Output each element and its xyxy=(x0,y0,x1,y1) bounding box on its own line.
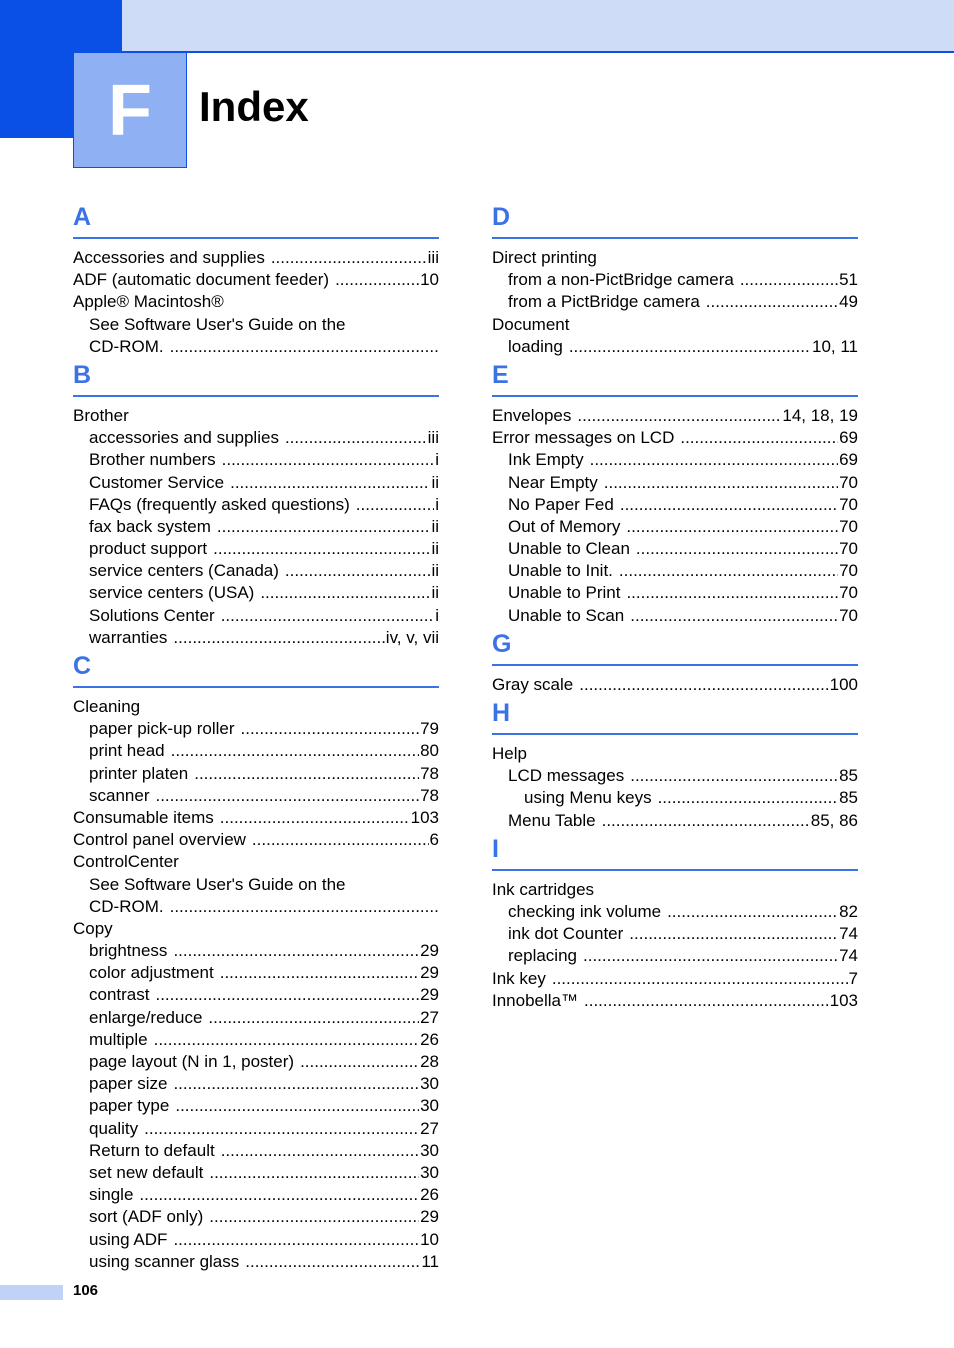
dot-leader xyxy=(213,538,430,560)
entry-page-ref: 79 xyxy=(420,719,439,739)
index-entry xyxy=(73,560,439,582)
entry-label: quality xyxy=(89,1118,139,1138)
entry-label: replacing xyxy=(508,946,577,966)
dot-leader xyxy=(170,896,439,918)
dot-leader xyxy=(209,1162,419,1184)
entry-page-ref: i xyxy=(435,605,439,625)
section-letter-a: A xyxy=(73,203,92,231)
entry-label: Help xyxy=(492,744,527,763)
index-entry xyxy=(73,1118,439,1140)
entry-label: enlarge/reduce xyxy=(89,1007,203,1027)
index-entry xyxy=(73,516,439,538)
index-entry xyxy=(73,1073,439,1095)
dot-leader xyxy=(619,560,838,582)
entry-page-ref: 27 xyxy=(420,1118,439,1138)
dot-leader xyxy=(626,582,838,604)
dot-leader xyxy=(194,763,419,785)
index-entry xyxy=(73,807,439,829)
index-entry xyxy=(492,516,858,538)
entry-page-ref: 78 xyxy=(420,763,439,783)
dot-leader xyxy=(220,962,419,984)
index-entry xyxy=(73,472,439,494)
entry-page-ref: 10 xyxy=(420,1229,439,1249)
entry-label: Ink Empty xyxy=(508,450,584,470)
dot-leader xyxy=(241,718,420,740)
entry-page-ref: ii xyxy=(431,561,439,581)
index-entry xyxy=(73,494,439,516)
index-entry xyxy=(73,314,439,336)
entry-label: paper pick-up roller xyxy=(89,719,235,739)
entry-page-ref: 29 xyxy=(420,941,439,961)
entry-label: brightness xyxy=(89,941,168,961)
section-letter-i: I xyxy=(492,834,499,863)
dot-leader xyxy=(602,810,810,832)
index-entry xyxy=(73,1229,439,1251)
entry-label: Ink key xyxy=(492,968,546,988)
index-entry xyxy=(492,314,858,336)
section-rule xyxy=(492,664,858,666)
dot-leader xyxy=(667,901,838,923)
entry-page-ref: 30 xyxy=(420,1096,439,1116)
index-entry xyxy=(492,494,858,516)
index-entry xyxy=(73,851,439,873)
entry-page-ref: i xyxy=(435,450,439,470)
entry-label: Out of Memory xyxy=(508,516,621,536)
entry-label: Cleaning xyxy=(73,697,141,716)
entry-page-ref: 14, 18, 19 xyxy=(782,405,858,425)
entry-page-ref: 30 xyxy=(420,1074,439,1094)
index-entry xyxy=(492,538,858,560)
entry-page-ref: 80 xyxy=(420,741,439,761)
index-entry xyxy=(492,427,858,449)
entry-label: Brother xyxy=(73,405,129,425)
index-entry xyxy=(492,405,858,427)
entry-label: CD-ROM. xyxy=(89,336,164,356)
entry-page-ref: ii xyxy=(431,472,439,492)
dot-leader xyxy=(680,427,838,449)
section-letter-d: D xyxy=(492,203,511,231)
entry-label: using scanner glass xyxy=(89,1251,240,1271)
index-entry xyxy=(492,582,858,604)
dot-leader xyxy=(285,427,427,449)
entry-label: See Software User's Guide on the xyxy=(89,314,346,334)
dot-leader xyxy=(636,538,838,560)
index-column-right xyxy=(492,200,858,1012)
entry-page-ref: iii xyxy=(427,248,439,267)
dot-leader xyxy=(706,291,838,313)
entry-page-ref: 27 xyxy=(420,1007,439,1027)
dot-leader xyxy=(221,1140,419,1162)
entry-label: Menu Table xyxy=(508,810,596,830)
index-entry xyxy=(73,247,439,269)
entry-label: Ink cartridges xyxy=(492,879,595,899)
entry-label: Apple® Macintosh® xyxy=(73,292,224,312)
index-entry xyxy=(73,582,439,604)
entry-page-ref: 70 xyxy=(839,494,858,514)
entry-label: accessories and supplies xyxy=(89,428,279,448)
dot-leader xyxy=(154,1029,419,1051)
dot-leader xyxy=(170,336,439,358)
entry-label: Unable to Scan xyxy=(508,605,625,625)
index-column-left xyxy=(73,200,439,1273)
index-entry xyxy=(73,696,439,718)
section-rule xyxy=(73,395,439,397)
entry-page-ref: ii xyxy=(431,583,439,603)
dot-leader xyxy=(221,605,435,627)
index-entry xyxy=(73,874,439,896)
index-entry xyxy=(492,810,858,832)
index-entry xyxy=(73,718,439,740)
dot-leader xyxy=(552,968,848,990)
index-entry xyxy=(73,605,439,627)
entry-label: No Paper Fed xyxy=(508,494,614,514)
dot-leader xyxy=(173,1229,419,1251)
entry-page-ref: 70 xyxy=(839,561,858,581)
dot-leader xyxy=(173,940,419,962)
dot-leader xyxy=(271,247,427,269)
dot-leader xyxy=(245,1251,420,1273)
dot-leader xyxy=(569,336,811,358)
dot-leader xyxy=(604,472,838,494)
dot-leader xyxy=(230,472,430,494)
entry-label: LCD messages xyxy=(508,766,625,786)
entry-page-ref: 7 xyxy=(848,968,858,988)
dot-leader xyxy=(144,1118,419,1140)
entry-page-ref: ii xyxy=(431,516,439,536)
index-entry xyxy=(73,427,439,449)
entry-page-ref: 103 xyxy=(829,990,858,1010)
index-entry xyxy=(492,674,858,696)
entry-page-ref: 70 xyxy=(839,516,858,536)
entry-page-ref: 26 xyxy=(420,1185,439,1205)
entry-label: sort (ADF only) xyxy=(89,1207,204,1227)
entry-page-ref: 26 xyxy=(420,1029,439,1049)
dot-leader xyxy=(220,807,410,829)
entry-label: Solutions Center xyxy=(89,605,215,625)
entry-label: loading xyxy=(508,336,563,356)
section-rule xyxy=(73,237,439,239)
index-entry xyxy=(73,1162,439,1184)
index-entry xyxy=(492,743,858,765)
entry-label: page layout (N in 1, poster) xyxy=(89,1052,295,1071)
section-letter-g: G xyxy=(492,629,512,658)
entry-label: product support xyxy=(89,539,208,559)
entry-label: printer platen xyxy=(89,763,189,783)
entry-label: CD-ROM. xyxy=(89,896,164,916)
entry-label: single xyxy=(89,1185,134,1205)
index-entry xyxy=(73,1251,439,1273)
entry-label: fax back system xyxy=(89,516,211,536)
index-entry xyxy=(73,918,439,940)
entry-label: Innobella™ xyxy=(492,990,579,1010)
entry-label: paper size xyxy=(89,1074,168,1094)
index-entry xyxy=(492,990,858,1012)
entry-label: Envelopes xyxy=(492,405,572,425)
dot-leader xyxy=(209,1206,419,1228)
index-entry xyxy=(492,449,858,471)
section-rule xyxy=(492,869,858,871)
index-entry xyxy=(492,945,858,967)
entry-label: Document xyxy=(492,314,570,334)
header-band xyxy=(122,0,954,52)
index-entry xyxy=(492,901,858,923)
entry-page-ref: 6 xyxy=(429,830,439,850)
entry-page-ref: 70 xyxy=(839,472,858,492)
entry-label: Near Empty xyxy=(508,472,598,492)
entry-page-ref: 30 xyxy=(420,1140,439,1160)
section-letter-e: E xyxy=(492,360,509,389)
entry-label: ink dot Counter xyxy=(508,924,624,944)
entry-page-ref: 70 xyxy=(839,583,858,603)
page-number: 106 xyxy=(73,1282,99,1299)
index-entry xyxy=(73,740,439,762)
index-entry xyxy=(73,1140,439,1162)
entry-label: Unable to Clean xyxy=(508,539,630,559)
entry-page-ref: 29 xyxy=(420,985,439,1005)
dot-leader xyxy=(155,984,419,1006)
section-letter-b: B xyxy=(73,360,92,389)
entry-page-ref: 28 xyxy=(420,1052,439,1071)
index-entry xyxy=(73,627,439,649)
index-entry xyxy=(492,968,858,990)
entry-label: FAQs (frequently asked questions) xyxy=(89,494,350,514)
entry-label: using Menu keys xyxy=(524,788,652,808)
index-entry xyxy=(73,1184,439,1206)
entry-label: print head xyxy=(89,741,165,761)
entry-page-ref: 29 xyxy=(420,1207,439,1227)
entry-page-ref: 10, 11 xyxy=(811,336,858,356)
entry-label: Return to default xyxy=(89,1140,215,1160)
dot-leader xyxy=(171,740,419,762)
entry-label: Error messages on LCD xyxy=(492,428,675,448)
index-entry xyxy=(73,291,439,313)
section-rule xyxy=(492,395,858,397)
dot-leader xyxy=(335,269,419,291)
index-entry xyxy=(73,1095,439,1117)
header-rule xyxy=(122,51,954,53)
entry-page-ref: iii xyxy=(427,428,439,448)
dot-leader xyxy=(139,1184,419,1206)
entry-label: paper type xyxy=(89,1096,170,1116)
entry-page-ref: 10 xyxy=(420,270,439,290)
entry-page-ref: 85 xyxy=(839,788,858,808)
index-entry xyxy=(73,449,439,471)
index-entry xyxy=(73,538,439,560)
section-rule xyxy=(492,237,858,239)
entry-label: service centers (USA) xyxy=(89,583,255,603)
dot-leader xyxy=(579,674,828,696)
entry-label: multiple xyxy=(89,1029,148,1049)
entry-label: Accessories and supplies xyxy=(73,248,265,267)
dot-leader xyxy=(300,1051,419,1073)
entry-label: color adjustment xyxy=(89,963,214,983)
entry-page-ref: 78 xyxy=(420,785,439,805)
entry-page-ref: 11 xyxy=(421,1251,439,1271)
dot-leader xyxy=(217,516,431,538)
dot-leader xyxy=(577,405,781,427)
entry-label: using ADF xyxy=(89,1229,168,1249)
index-entry xyxy=(492,879,858,901)
entry-page-ref: 74 xyxy=(839,946,858,966)
dot-leader xyxy=(629,923,838,945)
index-entry xyxy=(73,962,439,984)
index-entry xyxy=(73,405,439,427)
index-entry xyxy=(73,785,439,807)
footer-accent-bar xyxy=(0,1285,63,1300)
index-entry xyxy=(73,829,439,851)
index-entry xyxy=(73,1051,439,1073)
entry-page-ref: 85 xyxy=(839,766,858,786)
entry-label: Direct printing xyxy=(492,248,597,267)
entry-page-ref: i xyxy=(435,494,439,514)
index-entry xyxy=(73,336,439,358)
dot-leader xyxy=(155,785,419,807)
dot-leader xyxy=(356,494,434,516)
dot-leader xyxy=(173,627,384,649)
chapter-letter: F xyxy=(73,52,187,168)
dot-leader xyxy=(260,582,430,604)
entry-page-ref: ii xyxy=(431,539,439,559)
section-rule xyxy=(492,733,858,735)
entry-page-ref: 51 xyxy=(839,270,858,290)
index-entry xyxy=(73,940,439,962)
section-letter-c: C xyxy=(73,652,92,680)
entry-page-ref: 49 xyxy=(839,292,858,312)
entry-page-ref: 70 xyxy=(839,605,858,625)
dot-leader xyxy=(658,787,839,809)
entry-page-ref: 69 xyxy=(839,450,858,470)
index-entry xyxy=(492,765,858,787)
index-entry xyxy=(73,896,439,918)
section-rule xyxy=(73,686,439,688)
entry-page-ref: 100 xyxy=(829,674,858,694)
dot-leader xyxy=(590,449,838,471)
index-entry xyxy=(73,763,439,785)
entry-page-ref: 103 xyxy=(410,807,439,827)
dot-leader xyxy=(222,449,435,471)
index-entry xyxy=(73,1007,439,1029)
entry-label: Copy xyxy=(73,918,113,938)
entry-page-ref: 85, 86 xyxy=(810,810,858,830)
entry-label: from a PictBridge camera xyxy=(508,292,700,312)
dot-leader xyxy=(630,605,838,627)
entry-label: ControlCenter xyxy=(73,852,179,872)
index-entry xyxy=(492,605,858,627)
entry-label: checking ink volume xyxy=(508,901,662,921)
entry-page-ref: 29 xyxy=(420,963,439,983)
entry-label: Consumable items xyxy=(73,807,214,827)
dot-leader xyxy=(630,765,838,787)
index-entry xyxy=(492,291,858,313)
entry-page-ref: 74 xyxy=(839,924,858,944)
index-entry xyxy=(73,1206,439,1228)
index-entry xyxy=(492,269,858,291)
index-entry xyxy=(73,984,439,1006)
index-entry xyxy=(492,787,858,809)
dot-leader xyxy=(740,269,838,291)
dot-leader xyxy=(583,945,838,967)
index-entry xyxy=(73,1029,439,1051)
dot-leader xyxy=(252,829,429,851)
dot-leader xyxy=(626,516,838,538)
entry-page-ref: 70 xyxy=(839,539,858,559)
entry-label: See Software User's Guide on the xyxy=(89,874,346,894)
entry-page-ref: 30 xyxy=(420,1162,439,1182)
entry-label: scanner xyxy=(89,785,150,805)
index-entry xyxy=(492,336,858,358)
dot-leader xyxy=(584,990,829,1012)
dot-leader xyxy=(173,1073,419,1095)
entry-label: warranties xyxy=(89,627,168,647)
dot-leader xyxy=(175,1095,419,1117)
index-entry xyxy=(492,247,858,269)
entry-label: Unable to Print xyxy=(508,583,621,603)
index-entry xyxy=(492,923,858,945)
page-title: Index xyxy=(199,83,309,130)
entry-label: Unable to Init. xyxy=(508,561,613,581)
index-entry xyxy=(492,560,858,582)
entry-label: Brother numbers xyxy=(89,450,216,470)
entry-page-ref: iv, v, vii xyxy=(385,627,439,647)
entry-label: from a non-PictBridge camera xyxy=(508,270,734,290)
dot-leader xyxy=(620,494,838,516)
entry-label: Customer Service xyxy=(89,472,225,492)
entry-label: ADF (automatic document feeder) xyxy=(73,270,330,290)
entry-page-ref: 82 xyxy=(839,901,858,921)
index-entry xyxy=(492,472,858,494)
entry-label: Control panel overview xyxy=(73,830,246,850)
entry-label: set new default xyxy=(89,1162,204,1182)
entry-label: Gray scale xyxy=(492,674,574,694)
dot-leader xyxy=(208,1007,419,1029)
entry-label: service centers (Canada) xyxy=(89,561,279,581)
entry-page-ref: 69 xyxy=(839,428,858,448)
section-letter-h: H xyxy=(492,699,511,727)
entry-label: contrast xyxy=(89,985,150,1005)
dot-leader xyxy=(285,560,431,582)
index-entry xyxy=(73,269,439,291)
